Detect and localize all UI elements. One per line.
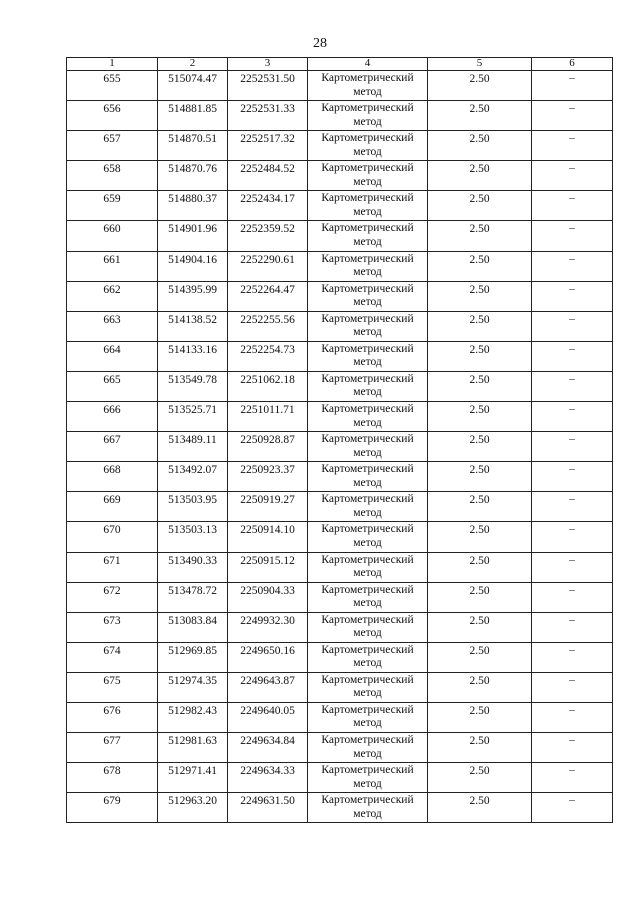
y-coordinate-cell: 2252359.52	[228, 221, 308, 251]
method-line-1: Картометрический	[321, 463, 414, 476]
method-line-1: Картометрический	[321, 764, 414, 777]
note-cell: –	[532, 402, 613, 432]
y-coordinate-cell: 2252531.33	[228, 101, 308, 131]
header-col-1: 1	[67, 58, 158, 71]
note-cell: –	[532, 672, 613, 702]
x-coordinate-cell: 513490.33	[158, 552, 228, 582]
coordinates-table	[66, 57, 613, 823]
table-row	[67, 763, 613, 793]
accuracy-cell: 2.50	[428, 552, 532, 582]
method-line-2: метод	[353, 747, 382, 760]
method-line-1: Картометрический	[321, 613, 414, 626]
accuracy-cell: 2.50	[428, 221, 532, 251]
note-cell: –	[532, 71, 613, 101]
x-coordinate-cell: 514870.76	[158, 161, 228, 191]
x-coordinate-cell: 512982.43	[158, 702, 228, 732]
accuracy-cell: 2.50	[428, 251, 532, 281]
method-cell	[308, 191, 428, 221]
y-coordinate-cell: 2249634.84	[228, 733, 308, 763]
method-line-1: Картометрический	[321, 553, 414, 566]
y-coordinate-cell: 2249932.30	[228, 612, 308, 642]
table-row	[67, 101, 613, 131]
y-coordinate-cell: 2252255.56	[228, 311, 308, 341]
table-row	[67, 341, 613, 371]
accuracy-cell: 2.50	[428, 733, 532, 763]
y-coordinate-cell: 2252290.61	[228, 251, 308, 281]
x-coordinate-cell: 513503.95	[158, 492, 228, 522]
note-cell: –	[532, 702, 613, 732]
method-line-1: Картометрический	[321, 523, 414, 536]
header-row	[67, 58, 613, 71]
method-line-2: метод	[353, 627, 382, 640]
method-cell	[308, 522, 428, 552]
x-coordinate-cell: 514904.16	[158, 251, 228, 281]
y-coordinate-cell: 2251062.18	[228, 371, 308, 401]
method-line-2: метод	[353, 446, 382, 459]
method-cell	[308, 311, 428, 341]
method-cell	[308, 251, 428, 281]
method-line-2: метод	[353, 115, 382, 128]
accuracy-cell: 2.50	[428, 522, 532, 552]
y-coordinate-cell: 2252517.32	[228, 131, 308, 161]
method-line-1: Картометрический	[321, 162, 414, 175]
point-number-cell: 671	[67, 552, 158, 582]
point-number-cell: 665	[67, 371, 158, 401]
method-line-1: Картометрический	[321, 403, 414, 416]
y-coordinate-cell: 2252484.52	[228, 161, 308, 191]
x-coordinate-cell: 514870.51	[158, 131, 228, 161]
method-line-1: Картометрический	[321, 734, 414, 747]
table-row	[67, 552, 613, 582]
method-line-2: метод	[353, 597, 382, 610]
header-col-4: 4	[308, 58, 428, 71]
point-number-cell: 657	[67, 131, 158, 161]
method-line-2: метод	[353, 326, 382, 339]
point-number-cell: 660	[67, 221, 158, 251]
header-col-6: 6	[532, 58, 613, 71]
y-coordinate-cell: 2249634.33	[228, 763, 308, 793]
method-cell	[308, 161, 428, 191]
note-cell: –	[532, 311, 613, 341]
method-cell	[308, 642, 428, 672]
method-line-2: метод	[353, 386, 382, 399]
method-line-2: метод	[353, 235, 382, 248]
note-cell: –	[532, 522, 613, 552]
y-coordinate-cell: 2249650.16	[228, 642, 308, 672]
method-line-2: метод	[353, 476, 382, 489]
point-number-cell: 655	[67, 71, 158, 101]
accuracy-cell: 2.50	[428, 492, 532, 522]
header-col-5: 5	[428, 58, 532, 71]
y-coordinate-cell: 2252264.47	[228, 281, 308, 311]
accuracy-cell: 2.50	[428, 582, 532, 612]
method-cell	[308, 793, 428, 823]
method-cell	[308, 492, 428, 522]
method-line-1: Картометрический	[321, 372, 414, 385]
y-coordinate-cell: 2250919.27	[228, 492, 308, 522]
method-cell	[308, 582, 428, 612]
method-line-2: метод	[353, 506, 382, 519]
table-header	[67, 58, 613, 71]
x-coordinate-cell: 513492.07	[158, 462, 228, 492]
table-row	[67, 462, 613, 492]
method-line-1: Картометрический	[321, 312, 414, 325]
note-cell: –	[532, 612, 613, 642]
table-row	[67, 642, 613, 672]
note-cell: –	[532, 432, 613, 462]
note-cell: –	[532, 793, 613, 823]
header-col-3: 3	[228, 58, 308, 71]
method-line-1: Картометрический	[321, 794, 414, 807]
table-row	[67, 492, 613, 522]
x-coordinate-cell: 513489.11	[158, 432, 228, 462]
y-coordinate-cell: 2249631.50	[228, 793, 308, 823]
note-cell: –	[532, 281, 613, 311]
y-coordinate-cell: 2249640.05	[228, 702, 308, 732]
table-row	[67, 281, 613, 311]
x-coordinate-cell: 512971.41	[158, 763, 228, 793]
point-number-cell: 668	[67, 462, 158, 492]
accuracy-cell: 2.50	[428, 672, 532, 702]
accuracy-cell: 2.50	[428, 702, 532, 732]
y-coordinate-cell: 2250914.10	[228, 522, 308, 552]
accuracy-cell: 2.50	[428, 612, 532, 642]
accuracy-cell: 2.50	[428, 341, 532, 371]
table-row	[67, 432, 613, 462]
method-cell	[308, 101, 428, 131]
method-line-1: Картометрический	[321, 342, 414, 355]
table-row	[67, 522, 613, 552]
accuracy-cell: 2.50	[428, 191, 532, 221]
table-row	[67, 371, 613, 401]
accuracy-cell: 2.50	[428, 71, 532, 101]
point-number-cell: 664	[67, 341, 158, 371]
accuracy-cell: 2.50	[428, 131, 532, 161]
note-cell: –	[532, 101, 613, 131]
accuracy-cell: 2.50	[428, 432, 532, 462]
point-number-cell: 661	[67, 251, 158, 281]
point-number-cell: 672	[67, 582, 158, 612]
method-line-2: метод	[353, 567, 382, 579]
table-row	[67, 221, 613, 251]
method-cell	[308, 432, 428, 462]
method-line-2: метод	[353, 175, 382, 188]
method-line-1: Картометрический	[321, 252, 414, 265]
method-line-1: Картометрический	[321, 673, 414, 686]
method-line-2: метод	[353, 356, 382, 369]
method-line-1: Картометрический	[321, 282, 414, 295]
accuracy-cell: 2.50	[428, 311, 532, 341]
accuracy-cell: 2.50	[428, 101, 532, 131]
x-coordinate-cell: 514395.99	[158, 281, 228, 311]
table-row	[67, 161, 613, 191]
note-cell: –	[532, 371, 613, 401]
point-number-cell: 669	[67, 492, 158, 522]
table-row	[67, 582, 613, 612]
x-coordinate-cell: 513083.84	[158, 612, 228, 642]
method-line-2: метод	[353, 536, 382, 549]
accuracy-cell: 2.50	[428, 763, 532, 793]
method-line-1: Картометрический	[321, 493, 414, 506]
accuracy-cell: 2.50	[428, 161, 532, 191]
table-row	[67, 131, 613, 161]
y-coordinate-cell: 2250928.87	[228, 432, 308, 462]
point-number-cell: 674	[67, 642, 158, 672]
page-number: 28	[313, 36, 327, 51]
y-coordinate-cell: 2252531.50	[228, 71, 308, 101]
note-cell: –	[532, 341, 613, 371]
table-row	[67, 311, 613, 341]
x-coordinate-cell: 514880.37	[158, 191, 228, 221]
method-cell	[308, 221, 428, 251]
y-coordinate-cell: 2251011.71	[228, 402, 308, 432]
method-cell	[308, 71, 428, 101]
point-number-cell: 673	[67, 612, 158, 642]
method-line-1: Картометрический	[321, 102, 414, 115]
table-row	[67, 191, 613, 221]
y-coordinate-cell: 2249643.87	[228, 672, 308, 702]
table-row	[67, 733, 613, 763]
accuracy-cell: 2.50	[428, 642, 532, 672]
method-cell	[308, 672, 428, 702]
method-cell	[308, 763, 428, 793]
x-coordinate-cell: 513503.13	[158, 522, 228, 552]
header-col-2: 2	[158, 58, 228, 71]
method-cell	[308, 552, 428, 582]
method-cell	[308, 341, 428, 371]
method-line-2: метод	[353, 205, 382, 218]
accuracy-cell: 2.50	[428, 402, 532, 432]
point-number-cell: 675	[67, 672, 158, 702]
point-number-cell: 658	[67, 161, 158, 191]
y-coordinate-cell: 2252434.17	[228, 191, 308, 221]
method-line-2: метод	[353, 296, 382, 309]
accuracy-cell: 2.50	[428, 371, 532, 401]
note-cell: –	[532, 552, 613, 582]
point-number-cell: 676	[67, 702, 158, 732]
method-cell	[308, 281, 428, 311]
table-row	[67, 702, 613, 732]
method-line-2: метод	[353, 416, 382, 429]
note-cell: –	[532, 763, 613, 793]
accuracy-cell: 2.50	[428, 281, 532, 311]
y-coordinate-cell: 2252254.73	[228, 341, 308, 371]
accuracy-cell: 2.50	[428, 462, 532, 492]
x-coordinate-cell: 514881.85	[158, 101, 228, 131]
method-line-1: Картометрический	[321, 192, 414, 205]
method-line-1: Картометрический	[321, 433, 414, 446]
method-line-1: Картометрический	[321, 643, 414, 656]
x-coordinate-cell: 515074.47	[158, 71, 228, 101]
x-coordinate-cell: 512963.20	[158, 793, 228, 823]
method-line-2: метод	[353, 85, 382, 98]
point-number-cell: 670	[67, 522, 158, 552]
method-line-2: метод	[353, 777, 382, 790]
x-coordinate-cell: 512969.85	[158, 642, 228, 672]
method-cell	[308, 402, 428, 432]
note-cell: –	[532, 131, 613, 161]
y-coordinate-cell: 2250915.12	[228, 552, 308, 582]
note-cell: –	[532, 582, 613, 612]
note-cell: –	[532, 221, 613, 251]
x-coordinate-cell: 514133.16	[158, 341, 228, 371]
method-line-1: Картометрический	[321, 703, 414, 716]
note-cell: –	[532, 492, 613, 522]
table-row	[67, 402, 613, 432]
method-cell	[308, 612, 428, 642]
method-line-2: метод	[353, 266, 382, 279]
method-line-2: метод	[353, 717, 382, 730]
x-coordinate-cell: 513525.71	[158, 402, 228, 432]
point-number-cell: 667	[67, 432, 158, 462]
x-coordinate-cell: 514901.96	[158, 221, 228, 251]
accuracy-cell: 2.50	[428, 793, 532, 823]
x-coordinate-cell: 512974.35	[158, 672, 228, 702]
note-cell: –	[532, 251, 613, 281]
point-number-cell: 666	[67, 402, 158, 432]
x-coordinate-cell: 513549.78	[158, 371, 228, 401]
x-coordinate-cell: 513478.72	[158, 582, 228, 612]
point-number-cell: 679	[67, 793, 158, 823]
table-row	[67, 251, 613, 281]
point-number-cell: 659	[67, 191, 158, 221]
point-number-cell: 663	[67, 311, 158, 341]
point-number-cell: 662	[67, 281, 158, 311]
table-body	[67, 71, 613, 823]
method-cell	[308, 462, 428, 492]
method-line-2: метод	[353, 145, 382, 158]
table-row	[67, 612, 613, 642]
note-cell: –	[532, 191, 613, 221]
point-number-cell: 678	[67, 763, 158, 793]
method-line-1: Картометрический	[321, 583, 414, 596]
point-number-cell: 677	[67, 733, 158, 763]
table-row	[67, 672, 613, 702]
note-cell: –	[532, 733, 613, 763]
x-coordinate-cell: 514138.52	[158, 311, 228, 341]
method-cell	[308, 702, 428, 732]
method-cell	[308, 371, 428, 401]
method-cell	[308, 131, 428, 161]
note-cell: –	[532, 642, 613, 672]
table-row	[67, 71, 613, 101]
y-coordinate-cell: 2250904.33	[228, 582, 308, 612]
note-cell: –	[532, 161, 613, 191]
method-line-2: метод	[353, 807, 382, 820]
method-line-1: Картометрический	[321, 222, 414, 235]
y-coordinate-cell: 2250923.37	[228, 462, 308, 492]
method-line-2: метод	[353, 657, 382, 670]
method-line-2: метод	[353, 687, 382, 700]
note-cell: –	[532, 462, 613, 492]
x-coordinate-cell: 512981.63	[158, 733, 228, 763]
method-line-1: Картометрический	[321, 132, 414, 145]
table-row	[67, 793, 613, 823]
method-cell	[308, 733, 428, 763]
method-line-1: Картометрический	[321, 72, 414, 84]
point-number-cell: 656	[67, 101, 158, 131]
